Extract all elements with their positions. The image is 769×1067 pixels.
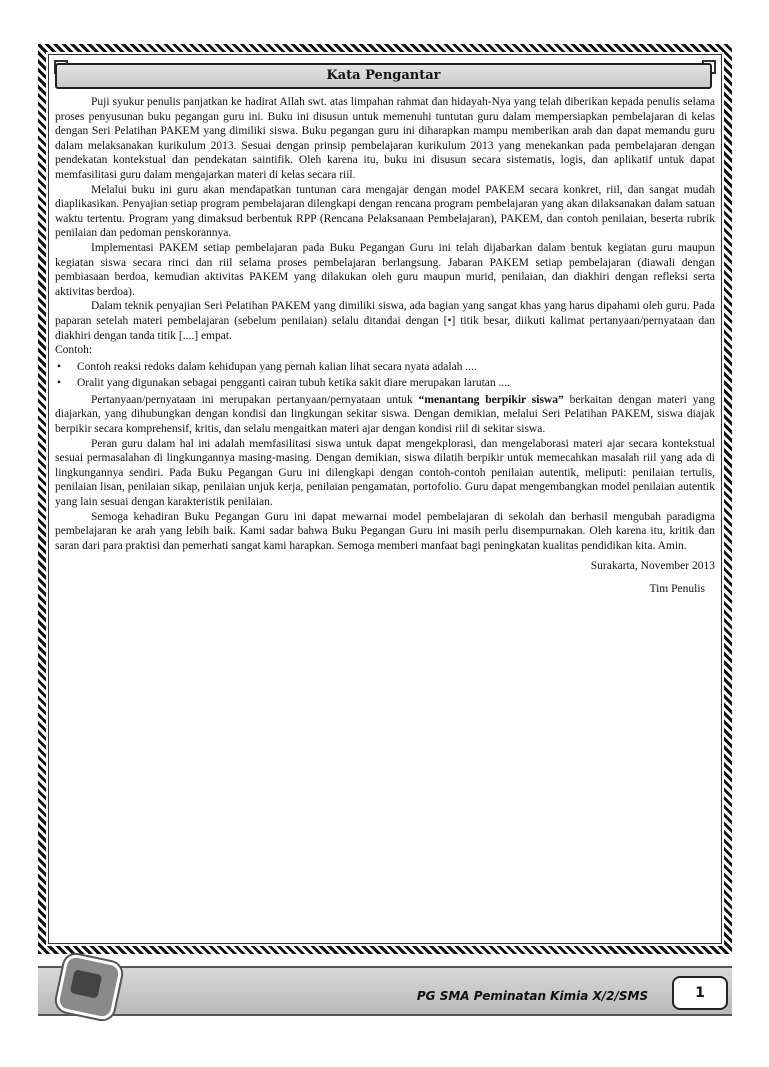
paragraph: Melalui buku ini guru akan mendapatkan tuntunan cara mengajar dengan model PAKEM secara konkret, riil, dan sangat mudah diaplikasikan. Penyajian setiap program pembelajaran dilengkapi dengan rencana program pembelajaran yang akan dilaksanakan dalam satuan waktu tertentu. Program yang dimaksud berbentuk RPP (Rencana Pelaksanaan Pembelajaran), PAKEM, dan contoh penilaian, beserta rubrik penilaian dan pedoman penskorannya. xyxy=(55,183,715,240)
paragraph: Dalam teknik penyajian Seri Pelatihan PAKEM yang dimiliki siswa, ada bagian yang sangat khas yang harus dipahami oleh guru. Pada paparan setelah materi pembelajaran (sebelum penilaian) selalu ditandai dengan [•] titik besar, diikuti kalimat pertanyaan/pernyataan dan diakhiri dengan tanda titik [....] empat. xyxy=(55,300,715,342)
text-span: berkaitan dengan materi yang diajarkan, yang dihubungkan dengan kondisi dan lingkungan sekitar siswa. Dengan demikian, melalui Seri Pelatihan PAKEM, siswa diajak berpikir secara komprehensif, kritis, dan selalu mengaitkan materi ajar dengan kondisi riil di sekitar siswa. xyxy=(55,393,715,436)
footer-book-title: PG SMA Peminatan Kimia X/2/SMS xyxy=(416,989,649,1003)
example-label: Contoh: xyxy=(55,344,93,357)
signoff xyxy=(55,559,715,596)
body-text xyxy=(55,95,715,597)
list-item: • Oralit yang digunakan sebagai pengganti cairan tubuh ketika sakit diare merupakan larutan .... xyxy=(55,376,715,391)
paragraph: Puji syukur penulis panjatkan ke hadirat Allah swt. atas limpahan rahmat dan hidayah-Nya yang telah diberikan kepada penulis selama proses penyusunan buku pegangan guru ini. Buku ini disusun untuk memenuhi tuntutan guru dalam mempersiapkan pembelajaran di kelas dengan Seri Pelatihan PAKEM yang dimiliki siswa. Buku pegangan guru ini diharapkan mampu memberikan arah dan dapat memandu guru dalam melaksanakan kurikulum 2013. Sesuai dengan prinsip pembelajaran kurikulum 2013 yang menekankan pada pembelajaran dengan pendekatan kontekstual dan pendekatan saintifik. Oleh karena itu, buku ini disusun secara sistematis, logis, dan aplikatif untuk dapat memfasilitasi guru dalam mengajarkan materi di kelas secara riil. xyxy=(55,96,715,181)
paragraph: Semoga kehadiran Buku Pegangan Guru ini dapat mewarnai model pembelajaran di sekolah dan berhasil mengubah paradigma pembelajaran ke arah yang lebih baik. Kami sadar bahwa Buku Pegangan Guru ini masih perlu disempurnakan. Oleh karena itu, kritik dan saran dari para praktisi dan pemerhati sangat kami harapkan. Semoga memberi manfaat bagi peningkatan kualitas pendidikan kita. Amin. xyxy=(55,510,715,552)
page-title: Kata Pengantar xyxy=(55,63,712,89)
text-span: Pertanyaan/pernyataan ini merupakan pertanyaan/pernyataan untuk xyxy=(91,393,419,406)
paragraph: Implementasi PAKEM setiap pembelajaran pada Buku Pegangan Guru ini telah dijabarkan dalam bentuk kegiatan guru maupun kegiatan siswa secara rinci dan riil selama proses pembelajaran berlangsung. Jabaran PAKEM setiap pembelajaran (diawali dengan pembiasaan berdoa, kemudian aktivitas PAKEM yang dilakukan oleh guru maupun murid, penilaian, dan diakhiri dengan refleksi serta aktivitas berdoa). xyxy=(55,241,715,298)
paragraph xyxy=(55,393,715,437)
page-number: 1 xyxy=(672,976,728,1010)
place-date: Surakarta, November 2013 xyxy=(590,560,715,573)
author: Tim Penulis xyxy=(649,583,705,595)
list-item: • Contoh reaksi redoks dalam kehidupan yang pernah kalian lihat secara nyata adalah .... xyxy=(55,360,715,375)
emphasis-text: “menantang berpikir siswa” xyxy=(418,393,564,406)
paragraph: Peran guru dalam hal ini adalah memfasilitasi siswa untuk dapat mengekplorasi, dan mengelaborasi materi ajar secara kontekstual sesuai permasalahan di lingkungannya masing-masing. Dengan demikian, siswa dilatih berpikir untuk memecahkan masalah riil yang ada di lingkungannya sendiri. Pada Buku Pegangan Guru ini dilengkapi dengan contoh-contoh penilaian autentik, meliputi: penilaian tertulis, penilaian lisan, penilaian sikap, penilaian unjuk kerja, penilaian pengamatan, portofolio. Guru dapat mengembangkan model penilaian autentik yang lain sesuai dengan karakteristik penilaian. xyxy=(55,437,715,509)
example-list xyxy=(55,360,715,391)
